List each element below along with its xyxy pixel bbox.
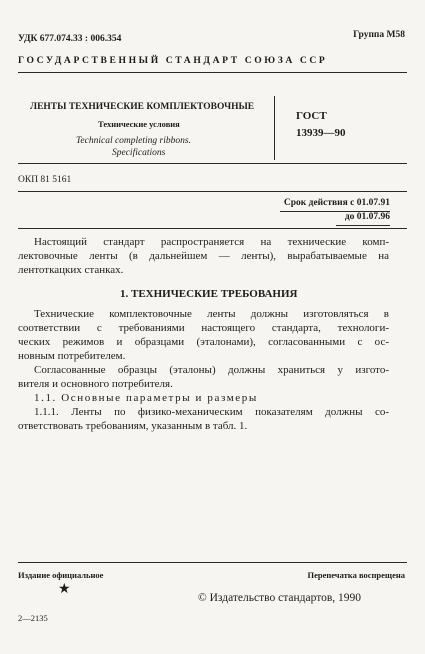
- para1-line-2: соответствии с требованиями настоящего стандарта, технологи-: [18, 322, 389, 334]
- validity-from: Срок действия с 01.07.91: [283, 198, 390, 208]
- star-icon: ★: [58, 582, 71, 597]
- para1-line-1: Технические комплектовочные ленты должны изготовляться в: [34, 308, 389, 320]
- title-en-line1: Technical completing ribbons.: [76, 136, 191, 146]
- group-code: Группа М58: [353, 30, 405, 40]
- footer-rule: [18, 562, 407, 563]
- validity-underline-2: [336, 225, 390, 226]
- reprint-notice: Перепечатка воспрещена: [307, 570, 405, 580]
- title-divider: [274, 96, 275, 160]
- gost-number: 13939—90: [296, 127, 346, 139]
- official-edition: Издание официальное: [18, 570, 104, 580]
- para3-line-1: 1.1.1. Ленты по физико-механическим показателям должны со-: [34, 406, 389, 418]
- intro-line-3: лентоткацких станках.: [18, 264, 124, 276]
- title-ru-sub: Технические условия: [98, 119, 180, 129]
- para1-line-4: новным потребителем.: [18, 350, 126, 362]
- title-ru: ЛЕНТЫ ТЕХНИЧЕСКИЕ КОМПЛЕКТОВОЧНЫЕ: [30, 102, 255, 112]
- validity-rule: [18, 228, 407, 229]
- state-standard-heading: ГОСУДАРСТВЕННЫЙ СТАНДАРТ СОЮЗА ССР: [18, 55, 328, 66]
- section-heading: 1. ТЕХНИЧЕСКИЕ ТРЕБОВАНИЯ: [120, 288, 298, 300]
- para3-line-2: ответствовать требованиям, указанным в табл. 1.: [18, 420, 248, 432]
- intro-line-1: Настоящий стандарт распространяется на технические комп-: [34, 236, 389, 248]
- para2-line-2: вителя и основного потребителя.: [18, 378, 173, 390]
- validity-to: до 01.07.96: [344, 212, 390, 222]
- title-rule: [18, 163, 407, 164]
- copyright: © Издательство стандартов, 1990: [198, 592, 362, 604]
- gost-label: ГОСТ: [296, 110, 327, 122]
- para1-line-3: ческих режимов и образцами (эталонами), согласованными с ос-: [18, 336, 389, 348]
- title-en-line2: Specifications: [112, 148, 166, 158]
- okp-code: ОКП 81 5161: [18, 175, 72, 185]
- subsection-heading: 1.1. Основные параметры и размеры: [34, 392, 258, 404]
- intro-line-2: лектовочные ленты (в дальнейшем — ленты), вырабатываемые на: [18, 250, 389, 262]
- okp-rule: [18, 191, 407, 192]
- header-rule: [18, 72, 407, 73]
- para2-line-1: Согласованные образцы (эталоны) должны храниться у изгото-: [34, 364, 389, 376]
- print-code: 2—2135: [18, 613, 48, 623]
- udk-code: УДК 677.074.33 : 006.354: [18, 34, 122, 44]
